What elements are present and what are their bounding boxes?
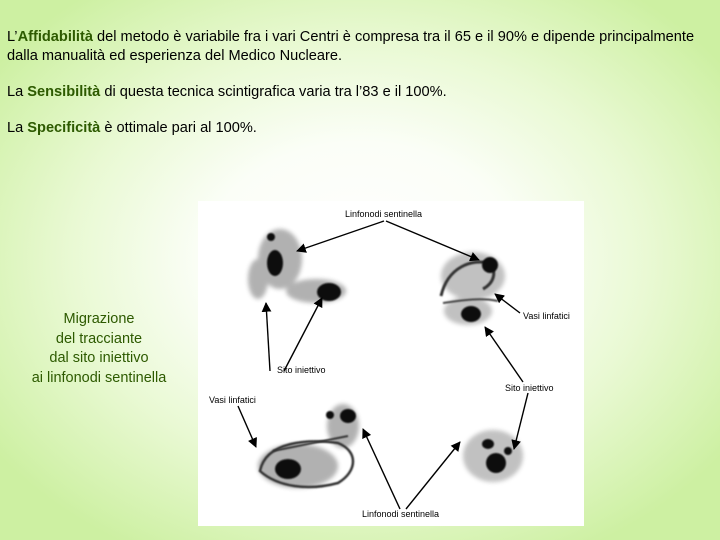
p1-prefix: L’ (7, 29, 18, 45)
arrow-bottom-to-left (363, 429, 400, 509)
p3-text: è ottimale pari al 100%. (100, 120, 257, 136)
keyword-affidabilita: Affidabilità (17, 29, 93, 45)
figure-caption (18, 310, 180, 388)
scintigraphy-image (198, 201, 584, 526)
caption-line: dal sito iniettivo (49, 350, 149, 366)
keyword-specificita: Specificità (27, 120, 101, 136)
arrow-sito-right (485, 327, 523, 382)
caption-line: del tracciante (55, 330, 143, 347)
caption-line: Migrazione (63, 311, 135, 327)
label-linfonodi-top: Linfonodi sentinella (345, 209, 423, 219)
caption-line: ai linfonodi sentinella (31, 369, 167, 386)
label-vasi-left: Vasi linfatici (209, 395, 256, 405)
p2-prefix: La (7, 84, 28, 100)
scan-bottom-right (463, 430, 523, 482)
arrow-top-to-right-node (386, 221, 479, 260)
p3-prefix: La (7, 120, 28, 136)
label-sito-left: Sito iniettivo (277, 365, 326, 375)
arrow-top-to-left-node (297, 221, 384, 251)
scan-top-right (441, 252, 505, 325)
paragraph-affidabilita (7, 28, 707, 66)
scan-bottom-left (258, 404, 359, 488)
paragraph-specificita (7, 119, 257, 138)
p1-text: del metodo è variabile fra i vari Centri è compresa tra il 65 e il 90% e dipende principalmente dalla manualità ed esperienza del Medico Nucleare. (7, 29, 695, 64)
arrow-bottom-to-right (406, 442, 460, 509)
scan-top-left (248, 229, 346, 303)
arrow-sito-bottom-right (514, 393, 528, 449)
keyword-sensibilita: Sensibilità (27, 84, 101, 100)
label-linfonodi-bottom: Linfonodi sentinella (362, 509, 440, 519)
paragraph-sensibilita (7, 83, 447, 102)
p2-text: di questa tecnica scintigrafica varia tra l’83 e il 100%. (100, 84, 447, 100)
scintigraphy-figure (198, 201, 584, 526)
arrow-vasi-right (495, 294, 520, 313)
arrow-sito-to-node (266, 303, 270, 371)
arrow-vasi-left (238, 406, 256, 447)
label-sito-right: Sito iniettivo (505, 383, 554, 393)
label-vasi-right: Vasi linfatici (523, 311, 570, 321)
arrow-sito-to-scan (284, 298, 322, 371)
